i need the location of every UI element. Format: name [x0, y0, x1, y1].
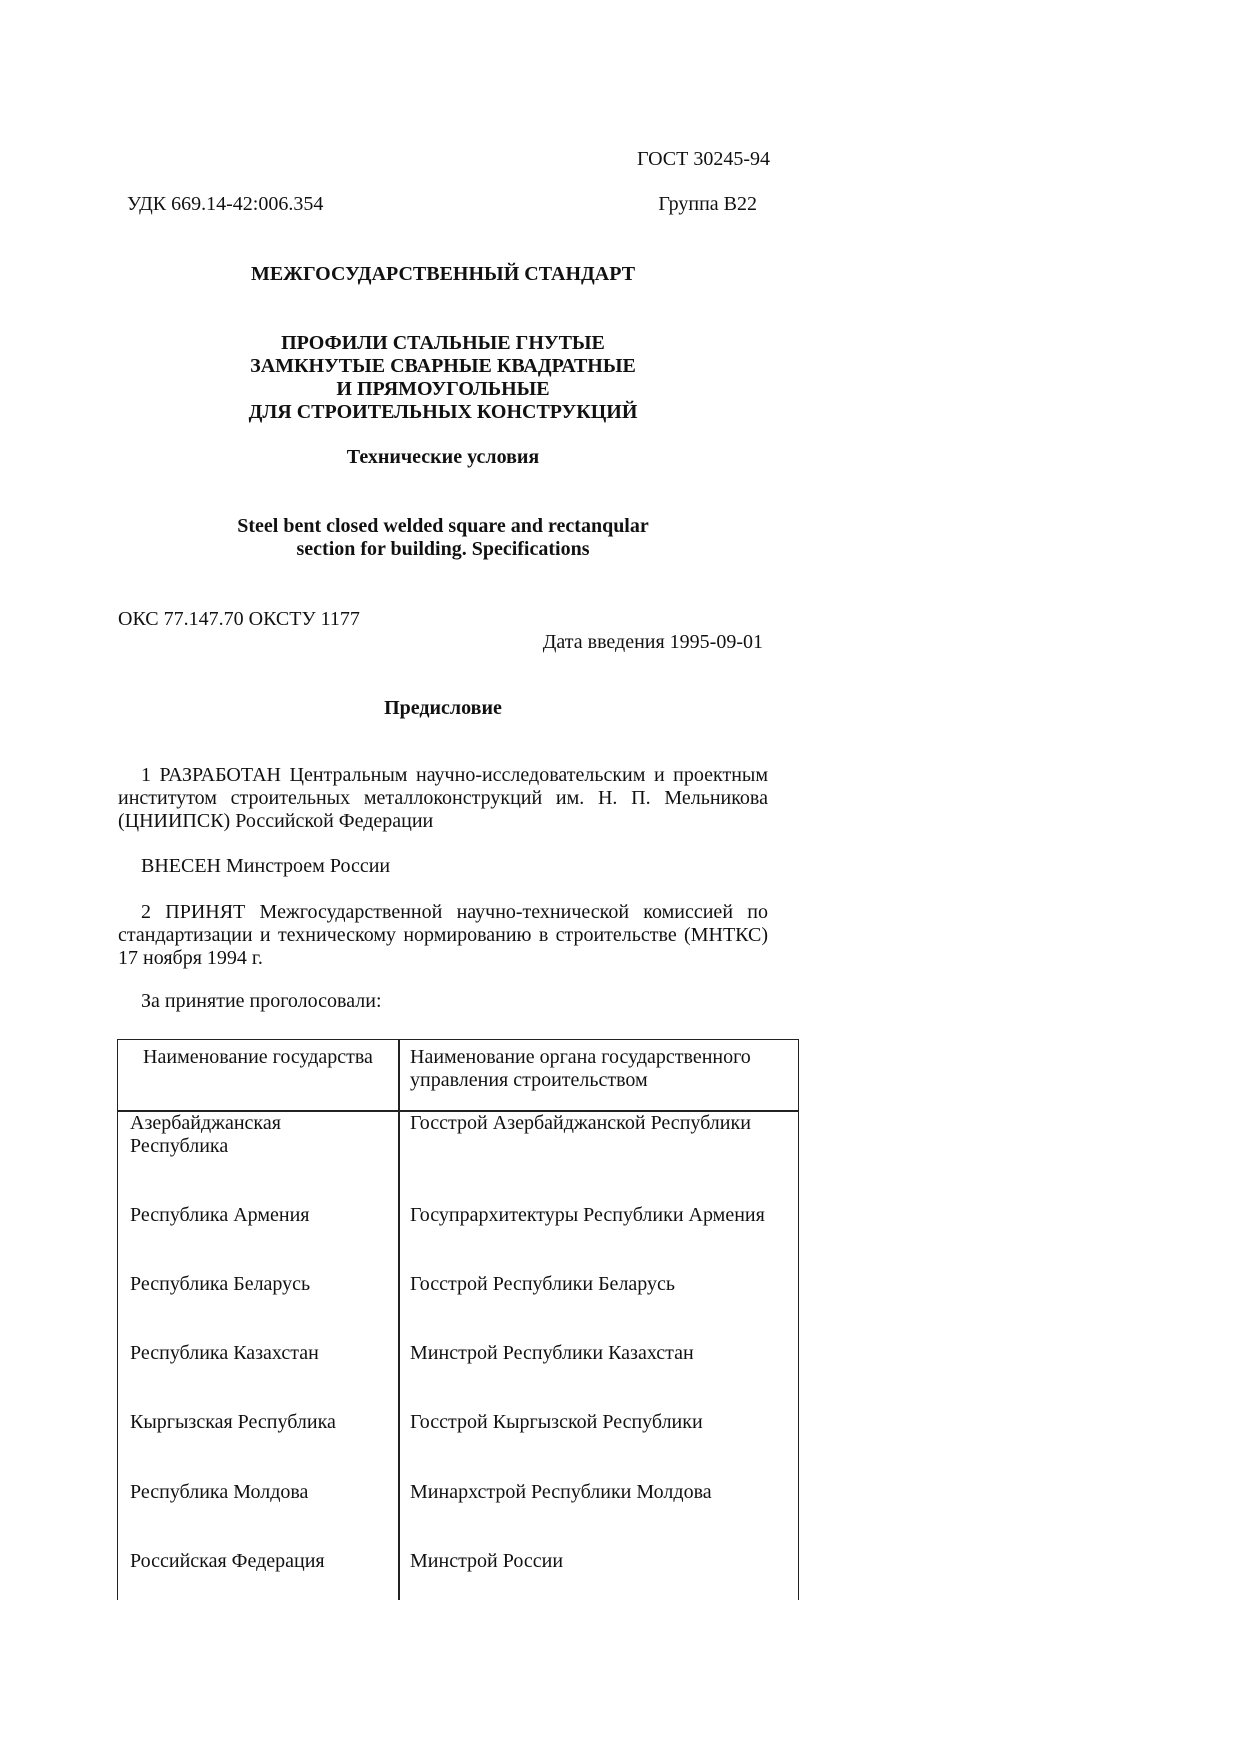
foreword-paragraph-submitted: ВНЕСЕН Минстроем России — [141, 855, 391, 877]
organ-cell: Госстрой Кыргызской Республики — [410, 1411, 703, 1433]
english-title-line: section for building. Specifications — [296, 538, 590, 560]
table-row — [118, 1550, 798, 1619]
oks-code: ОКС 77.147.70 ОКСТУ 1177 — [118, 608, 360, 630]
group-code: Группа В22 — [658, 193, 757, 215]
foreword-heading: Предисловие — [384, 697, 502, 719]
table-row — [118, 1204, 798, 1273]
state-cell: Российская Федерация — [130, 1550, 325, 1572]
table-row — [118, 1411, 798, 1480]
column-header-organ: Наименование органа государственного управления строительством — [410, 1046, 751, 1091]
state-cell: Республика Казахстан — [130, 1342, 319, 1364]
state-cell: Азербайджанская Республика — [130, 1112, 281, 1157]
table-row — [118, 1481, 798, 1550]
organ-cell: Госстрой Азербайджанской Республики — [410, 1112, 751, 1134]
table-row — [118, 1342, 798, 1411]
title-line: ЗАМКНУТЫЕ СВАРНЫЕ КВАДРАТНЫЕ — [250, 355, 636, 377]
english-title-line: Steel bent closed welded square and rectanqular — [237, 515, 649, 537]
column-header-state: Наименование государства — [143, 1046, 373, 1068]
english-title — [118, 515, 768, 561]
foreword-paragraph-voted: За принятие проголосовали: — [141, 990, 382, 1012]
table-row — [118, 1112, 798, 1181]
organ-cell: Минстрой России — [410, 1550, 564, 1572]
udk-code: УДК 669.14-42:006.354 — [127, 193, 324, 215]
organ-cell: Госстрой Республики Беларусь — [410, 1273, 676, 1295]
organ-cell: Минстрой Республики Казахстан — [410, 1342, 694, 1364]
spec-type-heading: Технические условия — [346, 446, 540, 468]
organ-cell: Госупрархитектуры Республики Армения — [410, 1204, 765, 1226]
title-line: ПРОФИЛИ СТАЛЬНЫЕ ГНУТЫЕ — [281, 332, 605, 354]
state-cell: Республика Армения — [130, 1204, 310, 1226]
interstate-standard-heading: МЕЖГОСУДАРСТВЕННЫЙ СТАНДАРТ — [250, 263, 636, 285]
state-cell: Кыргызская Республика — [130, 1411, 336, 1433]
state-cell: Республика Молдова — [130, 1481, 309, 1503]
title-line: ДЛЯ СТРОИТЕЛЬНЫХ КОНСТРУКЦИЙ — [248, 401, 638, 423]
table-row — [118, 1273, 798, 1342]
introduction-date: Дата введения 1995-09-01 — [542, 631, 763, 653]
state-cell: Республика Беларусь — [130, 1273, 311, 1295]
voting-states-table — [117, 1039, 799, 1600]
organ-cell: Минархстрой Республики Молдова — [410, 1481, 712, 1503]
title-line: И ПРЯМОУГОЛЬНЫЕ — [336, 378, 550, 400]
foreword-paragraph-developed: 1 РАЗРАБОТАН Центральным научно-исследовательским и проектным институтом строительных металлоконструкций им. Н. П. Мельникова (ЦНИИПСК) Российской Федерации — [118, 764, 768, 832]
gost-number: ГОСТ 30245-94 — [637, 148, 770, 170]
document-title — [118, 332, 768, 424]
foreword-paragraph-adopted: 2 ПРИНЯТ Межгосударственной научно-технической комиссией по стандартизации и техническому нормированию в строительстве (МНТКС) 17 ноября 1994 г. — [118, 901, 768, 969]
